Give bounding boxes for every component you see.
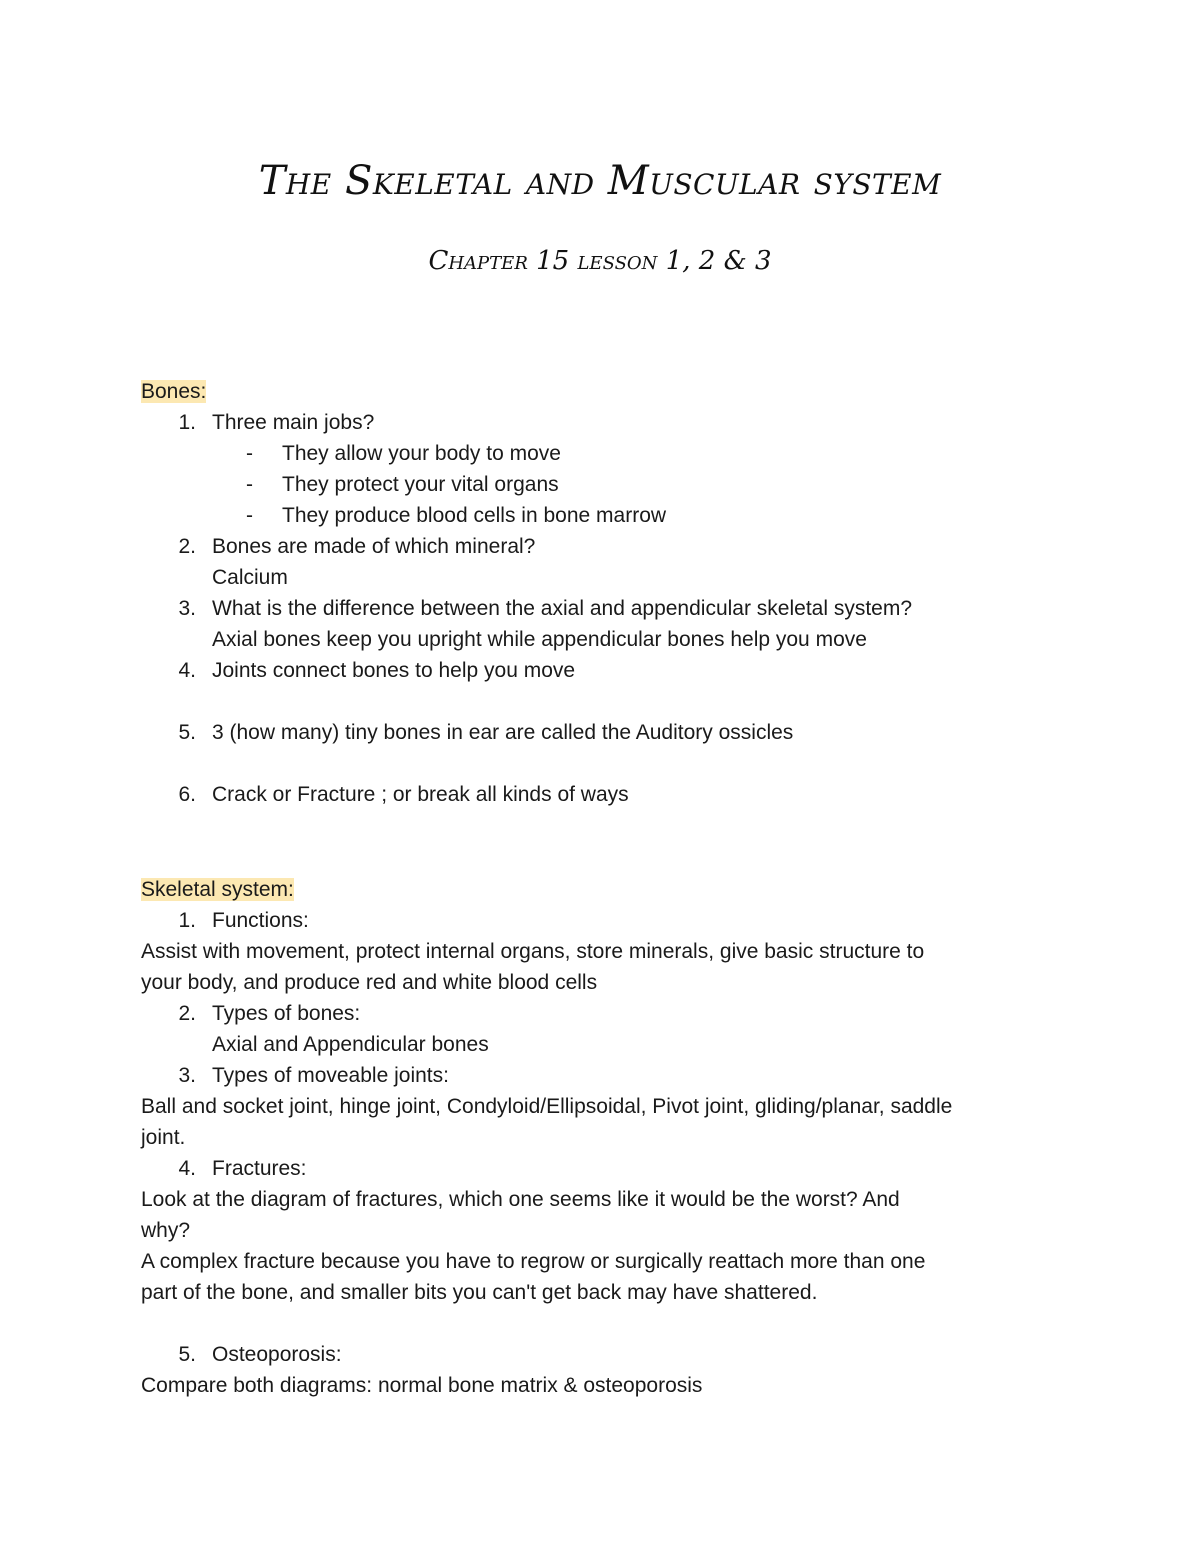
list-item: What is the difference between the axial and appendicular skeletal system? xyxy=(212,597,913,620)
page-title: The Skeletal and Muscular system xyxy=(258,158,942,204)
answer-text: Axial and Appendicular bones xyxy=(212,1033,489,1056)
answer-text: Calcium xyxy=(212,566,288,589)
bullet-dash: - xyxy=(246,473,253,496)
bullet-dash: - xyxy=(246,442,253,465)
list-number: 4. xyxy=(178,1157,196,1180)
question-text: why? xyxy=(141,1219,191,1242)
list-number: 3. xyxy=(178,597,196,620)
answer-text: Compare both diagrams: normal bone matrix & osteoporosis xyxy=(141,1374,703,1397)
list-number: 4. xyxy=(178,659,196,682)
list-number: 2. xyxy=(178,1002,196,1025)
answer-text: A complex fracture because you have to regrow or surgically reattach more than one xyxy=(141,1250,926,1273)
answer-text: your body, and produce red and white blood cells xyxy=(141,971,598,994)
list-item: Fractures: xyxy=(212,1157,307,1180)
sub-list-item: They protect your vital organs xyxy=(282,473,559,496)
bones-heading: Bones: xyxy=(141,380,207,403)
answer-text: part of the bone, and smaller bits you can't get back may have shattered. xyxy=(141,1281,818,1304)
answer-text: Assist with movement, protect internal organs, store minerals, give basic structure to xyxy=(141,940,925,963)
question-text: Look at the diagram of fractures, which one seems like it would be the worst? And xyxy=(141,1188,900,1211)
list-item: Types of bones: xyxy=(212,1002,361,1025)
list-number: 6. xyxy=(178,783,196,806)
list-item: Joints connect bones to help you move xyxy=(212,659,576,682)
list-item: Types of moveable joints: xyxy=(212,1064,449,1087)
list-item: Osteoporosis: xyxy=(212,1343,342,1366)
answer-text: Axial bones keep you upright while appendicular bones help you move xyxy=(212,628,867,651)
bullet-dash: - xyxy=(246,504,253,527)
list-number: 5. xyxy=(178,1343,196,1366)
list-item: 3 (how many) tiny bones in ear are called the Auditory ossicles xyxy=(212,721,794,744)
skeletal-heading: Skeletal system: xyxy=(141,878,294,901)
list-number: 5. xyxy=(178,721,196,744)
sub-list-item: They allow your body to move xyxy=(282,442,561,465)
list-number: 2. xyxy=(178,535,196,558)
list-item: Functions: xyxy=(212,909,309,932)
answer-text: Ball and socket joint, hinge joint, Condyloid/Ellipsoidal, Pivot joint, gliding/planar, saddle xyxy=(141,1095,953,1118)
list-item: Bones are made of which mineral? xyxy=(212,535,536,558)
list-number: 3. xyxy=(178,1064,196,1087)
sub-list-item: They produce blood cells in bone marrow xyxy=(282,504,667,527)
list-item: Crack or Fracture ; or break all kinds of ways xyxy=(212,783,629,806)
list-number: 1. xyxy=(178,909,196,932)
list-number: 1. xyxy=(178,411,196,434)
list-item: Three main jobs? xyxy=(212,411,375,434)
page-subtitle: Chapter 15 lesson 1, 2 & 3 xyxy=(428,246,772,276)
answer-text: joint. xyxy=(141,1126,186,1149)
